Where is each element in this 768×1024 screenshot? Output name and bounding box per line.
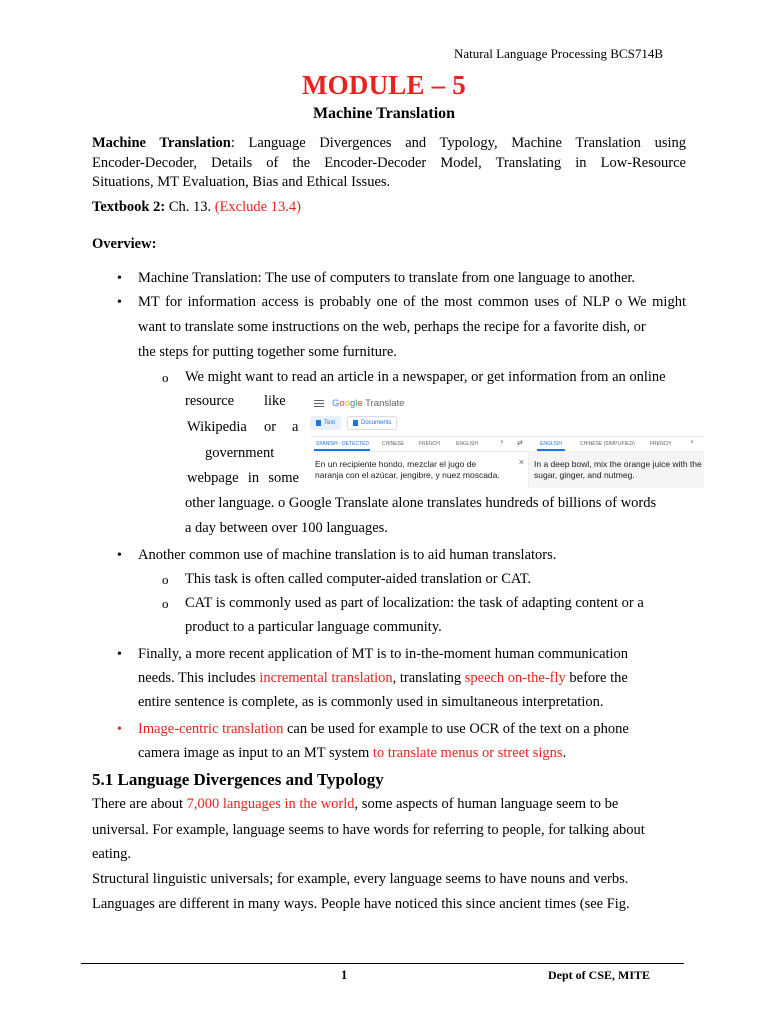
tgt-lang-option[interactable]: CHINESE (SIMPLIFIED) bbox=[580, 441, 635, 447]
section-heading: 5.1 Language Divergences and Typology bbox=[92, 770, 384, 789]
overview-heading: Overview: bbox=[92, 236, 157, 252]
bullet-marker: • bbox=[117, 295, 122, 310]
sub-bullet-marker: o bbox=[162, 572, 169, 587]
text-icon bbox=[316, 420, 321, 426]
sub-bullet-1-line-1: We might want to read an article in a newspaper, or get information from an online bbox=[185, 369, 666, 385]
department-label: Dept of CSE, MITE bbox=[548, 968, 651, 982]
sub-bullet-3-line-2: product to a particular language community. bbox=[185, 619, 442, 635]
running-head: Natural Language Processing BCS714B bbox=[453, 46, 663, 61]
src-lang-option[interactable]: FRENCH bbox=[419, 441, 440, 447]
sub-bullet-1-line-6: other language. o Google Translate alone translates hundreds of billions of words bbox=[185, 495, 657, 511]
sub-bullet-1-word: resource bbox=[185, 393, 235, 409]
chevron-down-icon[interactable]: ∨ bbox=[690, 439, 694, 445]
translated-text: In a deep bowl, mix the orange juice with the sugar, ginger, and nutmeg. bbox=[534, 459, 702, 480]
bullet-1-text: Machine Translation: The use of computers to translate from one language to another. bbox=[138, 270, 636, 286]
footer-divider bbox=[81, 963, 684, 964]
document-icon bbox=[353, 420, 358, 426]
source-text: En un recipiente hondo, mezclar el jugo de naranja con el azúcar, jengibre, y nuez moscada. bbox=[315, 459, 500, 480]
bullet-2-line-3: the steps for putting together some furniture. bbox=[138, 344, 397, 360]
sub-bullet-1-word: Wikipedia bbox=[187, 419, 247, 435]
tgt-lang-option[interactable]: ENGLISH bbox=[540, 441, 562, 447]
sub-bullet-1-line-7: a day between over 100 languages. bbox=[185, 520, 388, 536]
google-translate-logo: Google Translate bbox=[332, 397, 405, 409]
bullet-4-line-3: entire sentence is complete, as is commonly used in simultaneous interpretation. bbox=[138, 694, 604, 710]
module-title: MODULE – 5 bbox=[302, 70, 466, 100]
src-lang-option[interactable]: CHINESE bbox=[382, 441, 405, 447]
source-text-box[interactable] bbox=[310, 452, 529, 488]
section-p1-line-2: universal. For example, language seems to have words for referring to people, for talking about bbox=[92, 822, 645, 838]
section-p1-line-3: eating. bbox=[92, 846, 132, 862]
close-icon[interactable]: × bbox=[518, 457, 524, 467]
selected-underline bbox=[537, 449, 565, 451]
sub-bullet-2-text: This task is often called computer-aided translation or CAT. bbox=[185, 571, 532, 587]
sub-bullet-1-word: a bbox=[292, 419, 299, 435]
bullet-5-line-1: Image-centric translation can be used for example to use OCR of the text on a phone bbox=[138, 721, 629, 737]
sub-bullet-marker: o bbox=[162, 596, 169, 611]
tab-documents[interactable]: Documents bbox=[347, 416, 397, 430]
section-p3: Languages are different in many ways. People have noticed this since ancient times (see Fig. bbox=[92, 896, 630, 912]
intro-line-1: Machine Translation: Language Divergences and Typology, Machine Translation using bbox=[92, 135, 687, 151]
selected-underline bbox=[314, 449, 370, 451]
sub-bullet-1-word: or bbox=[264, 419, 277, 435]
intro-label: Machine Translation bbox=[92, 135, 231, 151]
chevron-down-icon[interactable]: ∨ bbox=[500, 439, 504, 445]
tab-text[interactable]: Text bbox=[310, 416, 341, 430]
bullet-4-line-2: needs. This includes incremental translation, translating speech on-the-fly before the bbox=[138, 670, 628, 686]
bullet-marker: • bbox=[117, 548, 122, 563]
bullet-2-line-1: MT for information access is probably one of the most common uses of NLP o We might bbox=[138, 294, 686, 310]
swap-languages-icon[interactable]: ⇄ bbox=[517, 440, 523, 447]
textbook-ref: Textbook 2: Ch. 13. (Exclude 13.4) bbox=[92, 199, 301, 215]
bullet-5-line-2: camera image as input to an MT system to translate menus or street signs. bbox=[138, 745, 567, 761]
gt-header bbox=[310, 392, 704, 414]
intro-line-2: Encoder-Decoder, Details of the Encoder-Decoder Model, Translating in Low-Resource bbox=[92, 155, 686, 171]
sub-bullet-3-line-1: CAT is commonly used as part of localization: the task of adapting content or a bbox=[185, 595, 644, 611]
bullet-marker: • bbox=[117, 722, 122, 737]
src-lang-option[interactable]: ENGLISH bbox=[456, 441, 478, 447]
section-p1-line-1: There are about 7,000 languages in the world, some aspects of human language seem to be bbox=[92, 796, 619, 812]
menu-icon bbox=[314, 398, 324, 409]
section-p2: Structural linguistic universals; for example, every language seems to have nouns and verbs. bbox=[92, 871, 629, 887]
bullet-marker: • bbox=[117, 271, 122, 286]
gt-mode-tabs bbox=[310, 416, 397, 430]
bullet-2-line-2: want to translate some instructions on the web, perhaps the recipe for a favorite dish, or bbox=[138, 319, 646, 335]
sub-bullet-marker: o bbox=[162, 370, 169, 385]
target-text-box bbox=[529, 452, 704, 488]
bullet-3-text: Another common use of machine translation is to aid human translators. bbox=[138, 547, 557, 563]
intro-line-3: Situations, MT Evaluation, Bias and Ethical Issues. bbox=[92, 174, 391, 190]
sub-bullet-1-word: like bbox=[264, 393, 286, 409]
page-number: 1 bbox=[341, 968, 348, 982]
bullet-4-line-1: Finally, a more recent application of MT is to in-the-moment human communication bbox=[138, 646, 629, 662]
module-subtitle: Machine Translation bbox=[312, 105, 456, 122]
sub-bullet-1-word: government bbox=[205, 445, 275, 461]
src-lang-option[interactable]: SPANISH - DETECTED bbox=[316, 441, 369, 447]
tgt-lang-option[interactable]: FRENCH bbox=[650, 441, 671, 447]
google-translate-screenshot bbox=[310, 392, 704, 488]
sub-bullet-1-word: webpage in some bbox=[187, 470, 299, 486]
gt-language-bar bbox=[310, 436, 704, 452]
bullet-marker: • bbox=[117, 647, 122, 662]
